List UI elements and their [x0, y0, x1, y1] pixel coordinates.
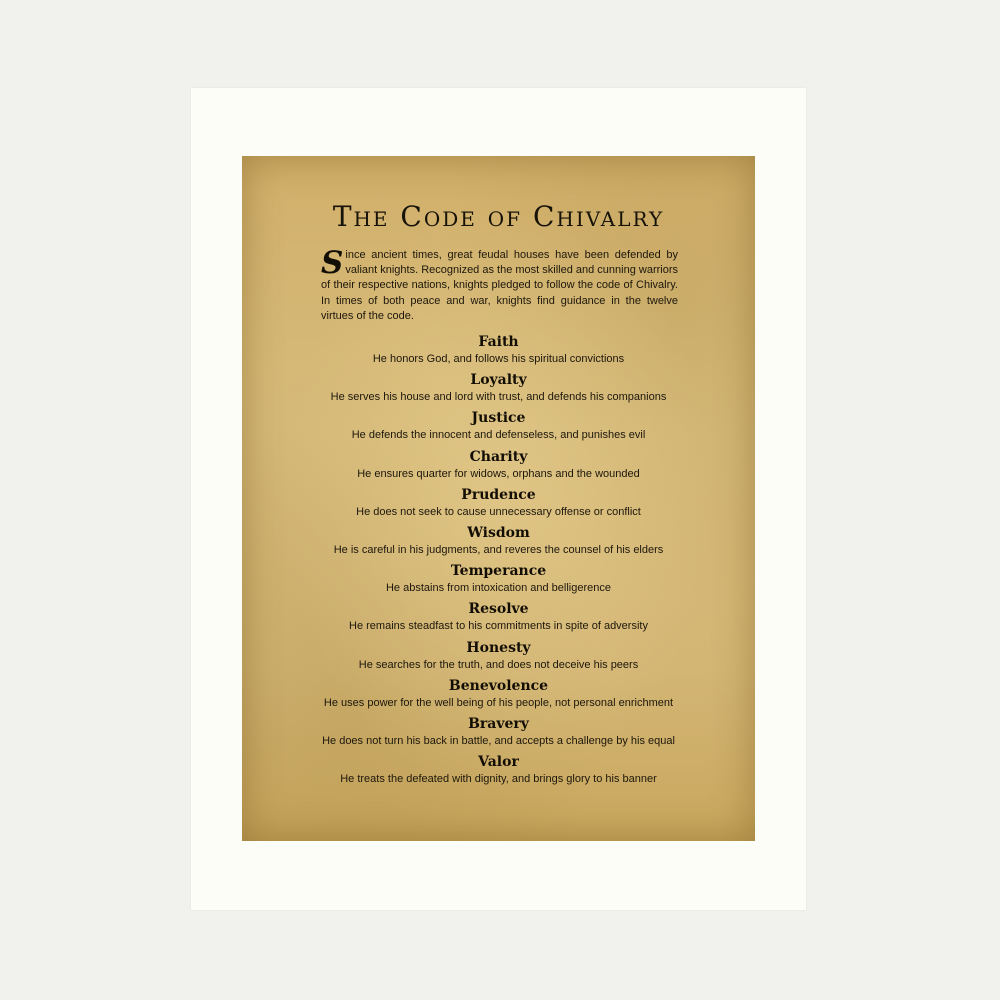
virtue-description: He treats the defeated with dignity, and brings glory to his banner	[340, 773, 657, 786]
poster-title: The Code of Chivalry	[332, 200, 665, 233]
virtue-item	[242, 752, 755, 790]
virtue-name: Resolve	[468, 601, 529, 618]
virtue-name: Faith	[478, 334, 519, 350]
virtues-list	[242, 332, 755, 790]
virtue-item	[242, 485, 755, 523]
virtue-name: Benevolence	[448, 677, 549, 694]
virtue-description: He honors God, and follows his spiritual convictions	[372, 353, 625, 365]
virtue-name: Wisdom	[467, 524, 530, 541]
virtue-item	[242, 714, 755, 752]
virtue-description: He remains steadfast to his commitments in spite of adversity	[349, 620, 648, 633]
virtue-item	[242, 408, 755, 446]
virtue-name: Valor	[478, 754, 519, 771]
virtue-item	[242, 332, 755, 370]
virtue-item	[242, 370, 755, 408]
drop-cap-letter: S	[321, 245, 344, 281]
intro-paragraph	[321, 245, 679, 324]
virtue-description: He is careful in his judgments, and reveres the counsel of his elders	[333, 543, 664, 556]
virtue-name: Justice	[471, 410, 526, 427]
virtue-description: He ensures quarter for widows, orphans and the wounded	[357, 467, 640, 480]
virtue-item	[242, 523, 755, 561]
virtue-item	[242, 561, 755, 599]
intro-text: ince ancient times, great feudal houses have been defended by valiant knights. Recognized as the most skilled and cunning warriors of their respective nations, knights pledged to follow the code of Chivalry. In times of both peace and war, knights find guidance in the twelve virtues of the code.	[321, 249, 679, 322]
virtue-item	[242, 599, 755, 637]
virtue-description: He abstains from intoxication and belligerence	[385, 582, 612, 595]
virtue-description: He defends the innocent and defenseless, and punishes evil	[351, 429, 646, 442]
parchment-poster	[242, 156, 755, 841]
virtue-item	[242, 447, 755, 485]
virtue-description: He searches for the truth, and does not deceive his peers	[358, 658, 639, 671]
virtue-description: He uses power for the well being of his people, not personal enrichment	[323, 696, 674, 709]
virtue-description: He serves his house and lord with trust, and defends his companions	[330, 391, 667, 404]
virtue-name: Temperance	[450, 563, 547, 580]
virtue-item	[242, 638, 755, 676]
virtue-name: Honesty	[466, 639, 531, 656]
virtue-name: Prudence	[461, 486, 536, 503]
virtue-name: Bravery	[468, 715, 529, 732]
virtue-item	[242, 676, 755, 714]
virtue-name: Loyalty	[470, 372, 527, 389]
virtue-description: He does not turn his back in battle, and accepts a challenge by his equal	[322, 734, 675, 747]
virtue-description: He does not seek to cause unnecessary offense or conflict	[356, 505, 641, 518]
virtue-name: Charity	[469, 448, 528, 465]
